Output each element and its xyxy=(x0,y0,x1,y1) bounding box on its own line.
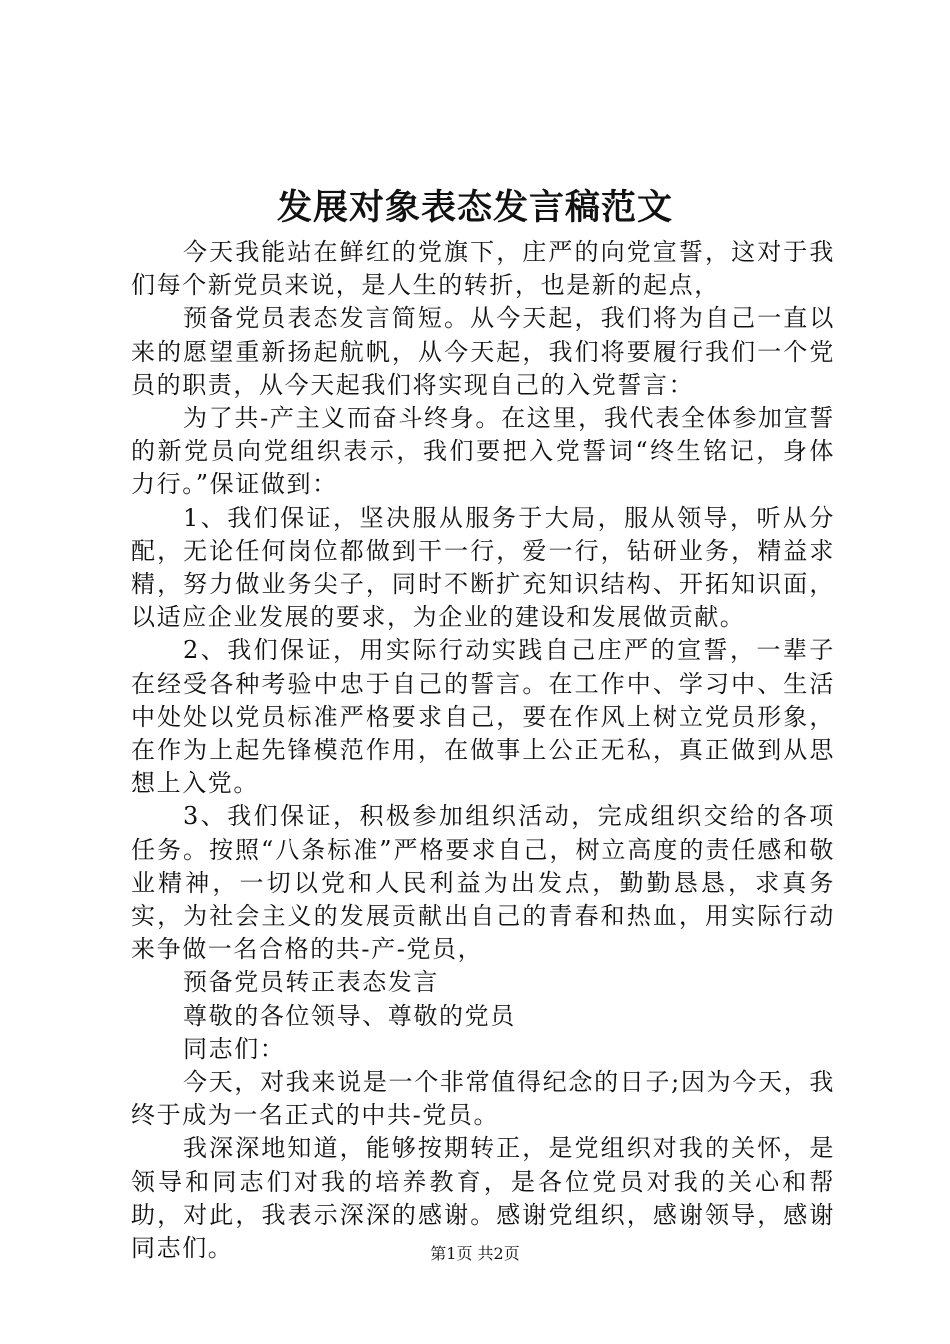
paragraph: 1、我们保证，坚决服从服务于大局，服从领导，听从分配，无论任何岗位都做到干一行，爱一行，钻研业务，精益求精，努力做业务尖子，同时不断扩充知识结构、开拓知识面，以适应企业发展的要求，为企业的建设和发展做贡献。 xyxy=(131,503,835,632)
paragraph: 预备党员表态发言简短。从今天起，我们将为自己一直以来的愿望重新扬起航帆，从今天起，我们将要履行我们一个党员的职责，从今天起我们将实现自己的入党誓言： xyxy=(131,304,835,399)
paragraph: 为了共-产主义而奋斗终身。在这里，我代表全体参加宣誓的新党员向党组织表示，我们要把入党誓词“终生铭记，身体力行。”保证做到： xyxy=(131,404,835,499)
paragraph: 3、我们保证，积极参加组织活动，完成组织交给的各项任务。按照“八条标准”严格要求自己，树立高度的责任感和敬业精神，一切以党和人民利益为出发点，勤勤恳恳，求真务实，为社会主义的发展贡献出自己的青春和热血，用实际行动来争做一名合格的共-产-党员， xyxy=(131,802,835,964)
paragraph: 同志们： xyxy=(183,1034,286,1063)
paragraph: 我深深地知道，能够按期转正，是党组织对我的关怀，是领导和同志们对我的培养教育，是各位党员对我的关心和帮助，对此，我表示深深的感谢。感谢党组织，感谢领导，感谢同志们。 xyxy=(131,1134,835,1263)
paragraph: 今天我能站在鲜红的党旗下，庄严的向党宣誓，这对于我们每个新党员来说，是人生的转折，也是新的起点， xyxy=(131,238,835,300)
document-title: 发展对象表态发言稿范文 xyxy=(276,187,673,228)
document-body xyxy=(131,236,835,1265)
paragraph: 尊敬的各位领导、尊敬的党员 xyxy=(183,1001,516,1030)
paragraph: 今天，对我来说是一个非常值得纪念的日子;因为今天，我终于成为一名正式的中共-党员。 xyxy=(131,1068,835,1130)
page-footer: 第1页 共2页 xyxy=(430,1244,520,1263)
paragraph: 2、我们保证，用实际行动实践自己庄严的宣誓，一辈子在经受各种考验中忠于自己的誓言。在工作中、学习中、生活中处处以党员标准严格要求自己，要在作风上树立党员形象，在作为上起先锋模范作用，在做事上公正无私，真正做到从思想上入党。 xyxy=(131,636,835,798)
paragraph: 预备党员转正表态发言 xyxy=(183,968,439,997)
